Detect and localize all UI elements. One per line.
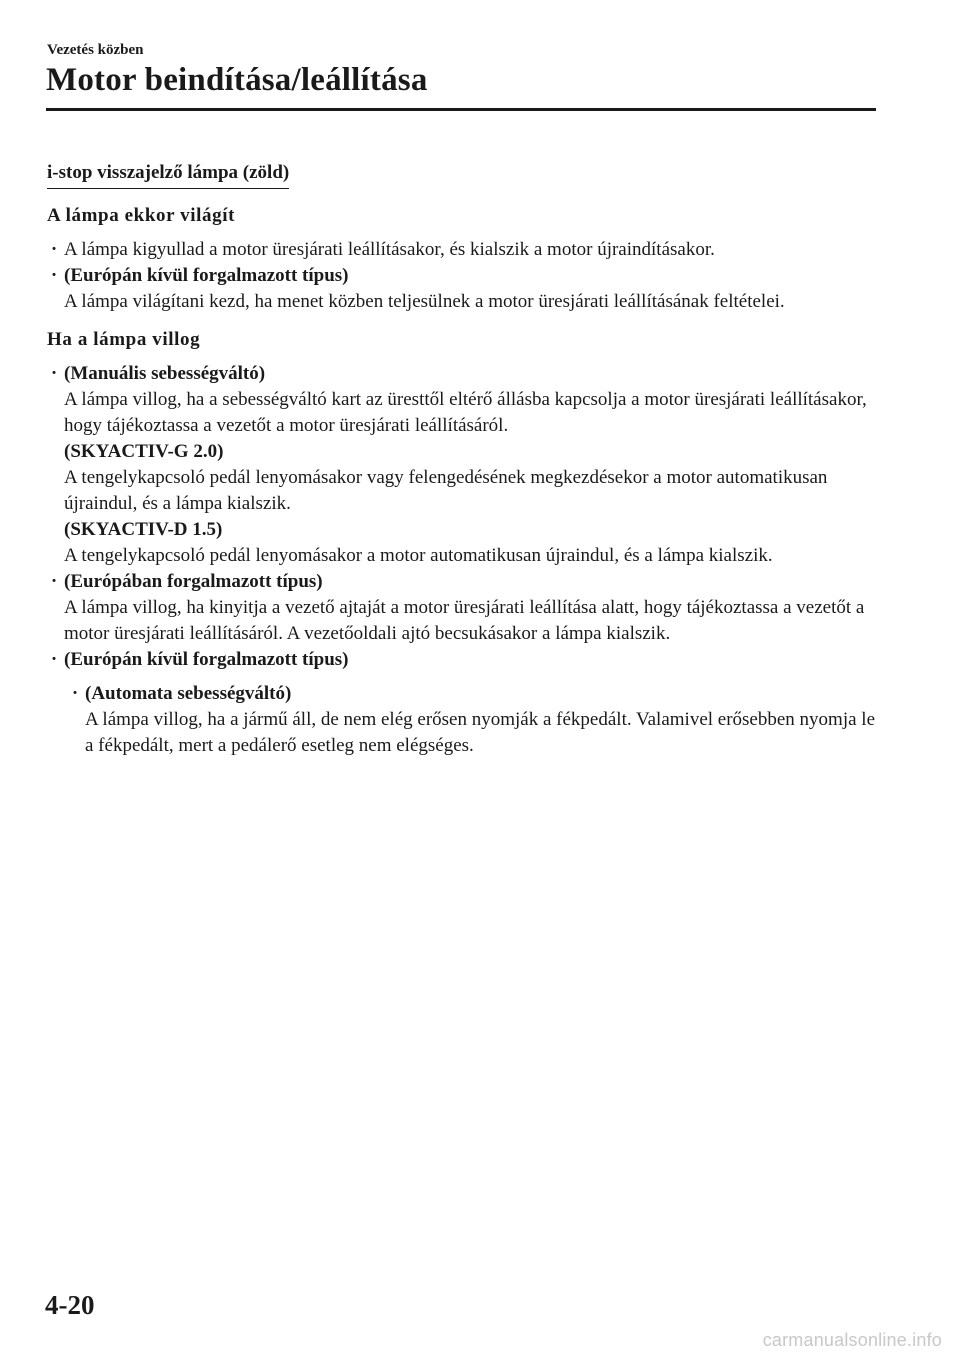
bullet-sublabel: (SKYACTIV-D 1.5): [64, 519, 223, 540]
bullet-text: A lámpa villog, ha a jármű áll, de nem elég erősen nyomják a fékpedált. Valamivel erősebben nyomja le a fékpedált, mert a pedálerő esetleg nem elégséges.: [85, 709, 876, 756]
nested-bullet-item: [68, 681, 877, 759]
bullet-item: [47, 237, 877, 263]
page-content: [47, 160, 877, 759]
heading-lamp-flashing: Ha a lámpa villog: [47, 329, 201, 350]
bullet-dot-icon: ·: [50, 649, 58, 670]
bullet-sublabel: (SKYACTIV-G 2.0): [64, 441, 224, 462]
title-rule: [46, 108, 876, 111]
bullet-label: (Európán kívül forgalmazott típus): [64, 649, 349, 670]
bullet-item: [47, 263, 877, 315]
bullet-label: (Automata sebességváltó): [85, 683, 292, 704]
heading-lamp-on: A lámpa ekkor világít: [47, 205, 236, 226]
bullet-dot-icon: ·: [50, 239, 58, 260]
bullet-item: [47, 569, 877, 647]
bullet-text: A lámpa villog, ha a sebességváltó kart az üresttől eltérő állásba kapcsolja a motor üresjárati leállításakor, hogy tájékoztassa a vezetőt a motor üresjárati leállításáról.: [64, 389, 867, 436]
watermark: carmanualsonline.info: [762, 1330, 942, 1350]
bullet-item: [47, 361, 877, 569]
bullet-text: A tengelykapcsoló pedál lenyomásakor a motor automatikusan újraindul, és a lámpa kialszik.: [64, 545, 773, 566]
bullet-text: A lámpa világítani kezd, ha menet közben teljesülnek a motor üresjárati leállításának feltételei.: [64, 291, 785, 312]
chapter-title: Motor beindítása/leállítása: [46, 62, 428, 98]
bullet-dot-icon: ·: [50, 363, 58, 384]
bullet-dot-icon: ·: [50, 571, 58, 592]
bullet-item: [47, 647, 877, 673]
bullet-text: A tengelykapcsoló pedál lenyomásakor vagy felengedésének megkezdésekor a motor automatikusan újraindul, és a lámpa kialszik.: [64, 467, 828, 514]
bullet-dot-icon: ·: [71, 683, 79, 704]
bullet-dot-icon: ·: [50, 265, 58, 286]
bullet-text: A lámpa villog, ha kinyitja a vezető ajtaját a motor üresjárati leállítása alatt, hogy tájékoztassa a vezetőt a motor üresjárati leállításáról. A vezetőoldali ajtó becsukásakor a lámpa kialszik.: [64, 597, 865, 644]
bullet-text: A lámpa kigyullad a motor üresjárati leállításakor, és kialszik a motor újraindításakor.: [64, 239, 715, 260]
page-number: 4-20: [45, 1290, 95, 1320]
bullet-label: (Európában forgalmazott típus): [64, 571, 323, 592]
bullet-label: (Európán kívül forgalmazott típus): [64, 265, 349, 286]
indicator-subheading: i-stop visszajelző lámpa (zöld): [47, 160, 289, 189]
bullet-label: (Manuális sebességváltó): [64, 363, 266, 384]
section-label: Vezetés közben: [47, 42, 144, 58]
